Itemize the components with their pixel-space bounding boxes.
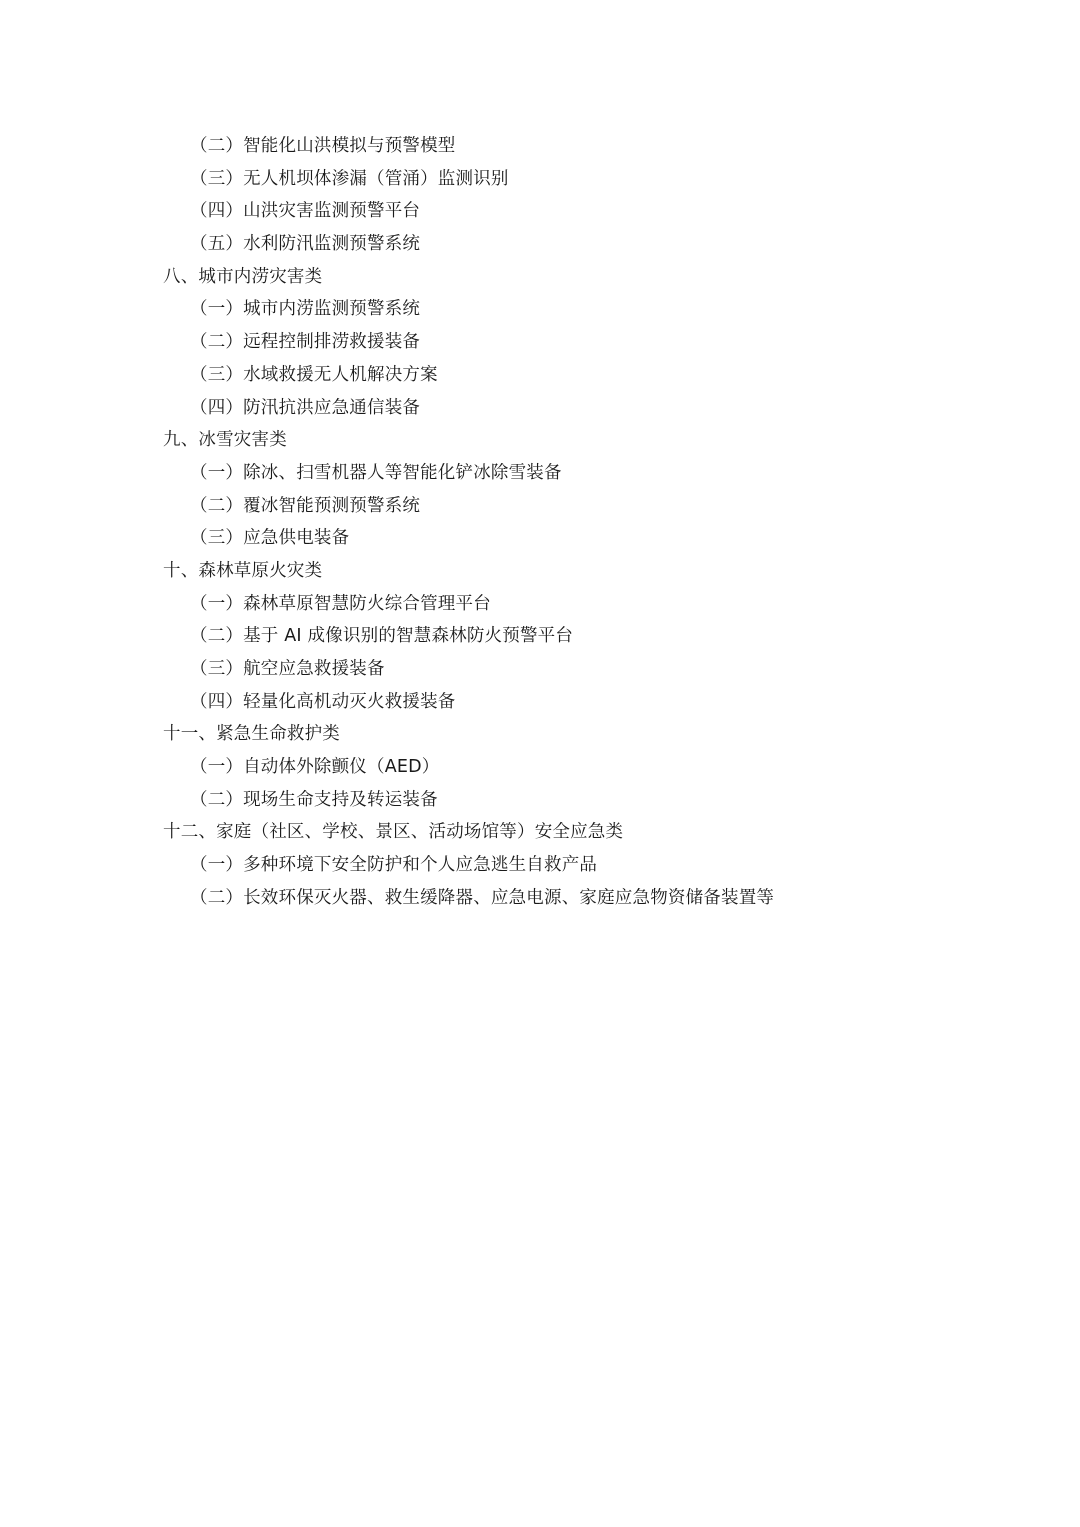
- outline-item: （四）防汛抗洪应急通信装备: [190, 397, 421, 418]
- section-heading: 十一、紧急生命救护类: [163, 724, 340, 745]
- outline-item: （二）现场生命支持及转运装备: [190, 789, 438, 810]
- section-heading: 九、冰雪灾害类: [163, 430, 287, 451]
- outline-list: [163, 130, 960, 915]
- outline-item: （三）航空应急救援装备: [190, 659, 385, 679]
- outline-item: （一）森林草原智慧防火综合管理平台: [190, 593, 491, 614]
- outline-item: （一）除冰、扫雪机器人等智能化铲冰除雪装备: [190, 462, 562, 483]
- section-heading: 八、城市内涝灾害类: [163, 266, 323, 287]
- outline-item: （五）水利防汛监测预警系统: [190, 234, 421, 255]
- outline-item: （一）自动体外除颤仪（AED）: [190, 757, 440, 778]
- outline-item: （三）水域救援无人机解决方案: [190, 364, 438, 385]
- outline-item: （三）无人机坝体渗漏（管涌）监测识别: [190, 168, 509, 189]
- outline-item: （二）智能化山洪模拟与预警模型: [190, 136, 456, 156]
- outline-item: （二）基于 AI 成像识别的智慧森林防火预警平台: [190, 626, 574, 647]
- outline-item: （三）应急供电装备: [190, 528, 350, 549]
- outline-item: （四）轻量化高机动灭火救援装备: [190, 691, 456, 712]
- outline-item: （一）多种环境下安全防护和个人应急逃生自救产品: [190, 855, 598, 876]
- section-heading: 十、森林草原火灾类: [163, 560, 323, 581]
- outline-item: （二）远程控制排涝救援装备: [190, 332, 421, 353]
- outline-item: （二）长效环保灭火器、救生缓降器、应急电源、家庭应急物资储备装置等: [190, 887, 775, 908]
- outline-item: （二）覆冰智能预测预警系统: [190, 495, 421, 516]
- outline-item: （四）山洪灾害监测预警平台: [190, 201, 421, 222]
- outline-item: （一）城市内涝监测预警系统: [190, 299, 421, 320]
- section-heading: 十二、家庭（社区、学校、景区、活动场馆等）安全应急类: [163, 822, 624, 843]
